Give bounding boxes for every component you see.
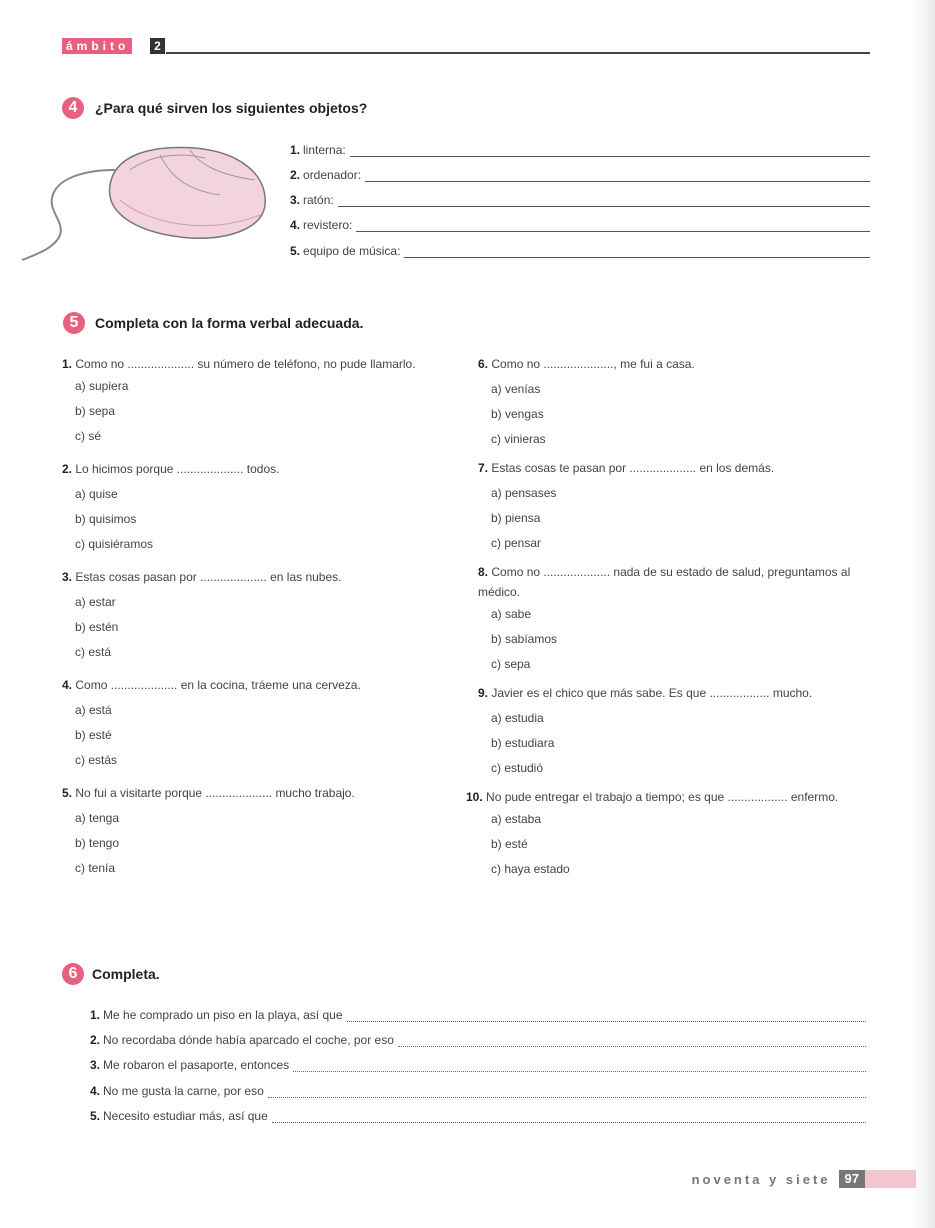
page-number: 97 [839, 1170, 865, 1188]
list-item [90, 1082, 866, 1098]
item-number: 5. [290, 244, 301, 258]
question-text: Como no .................... nada de su estado de salud, preguntamos al médico. [478, 565, 851, 599]
item-label: Me he comprado un piso en la playa, así que [103, 1008, 343, 1022]
question-text: Como .................... en la cocina, tráeme una cerveza. [75, 678, 361, 692]
question-text: Estas cosas te pasan por .................... en los demás. [491, 461, 775, 475]
answer-line[interactable] [365, 171, 870, 182]
answer-line[interactable] [356, 221, 870, 232]
option[interactable]: a) pensases [491, 486, 557, 500]
question-text: Lo hicimos porque .................... todos. [75, 462, 280, 476]
list-item [290, 141, 870, 157]
item-label: ratón: [303, 193, 334, 207]
answer-line[interactable] [350, 146, 870, 157]
option[interactable]: b) quisimos [75, 512, 137, 526]
question-text: No fui a visitarte porque .................... mucho trabajo. [75, 786, 355, 800]
exercise-6-title: Completa. [92, 966, 160, 982]
question [478, 352, 873, 377]
option[interactable]: b) estudiara [491, 736, 555, 750]
list-item [90, 1107, 866, 1123]
exercise-5-left-column [62, 352, 460, 881]
list-item [290, 191, 870, 207]
option[interactable]: c) estás [75, 753, 118, 767]
item-number: 4. [290, 218, 301, 232]
question-text: Estas cosas pasan por .................... en las nubes. [75, 570, 342, 584]
ambito-number: 2 [150, 38, 165, 54]
option[interactable]: a) quise [75, 487, 118, 501]
option[interactable]: b) tengo [75, 836, 120, 850]
option[interactable]: c) está [75, 645, 112, 659]
question-text: Como no ....................., me fui a casa. [491, 357, 695, 371]
item-number: 1. [290, 143, 301, 157]
question-text: No pude entregar el trabajo a tiempo; es que .................. enfermo. [486, 790, 839, 804]
item-label: linterna: [303, 143, 346, 157]
question [478, 681, 873, 706]
question-number: 1. [62, 357, 73, 371]
ambito-label: ámbito [62, 38, 132, 54]
computer-mouse-icon [20, 130, 275, 265]
question-number: 8. [478, 565, 489, 579]
section-header [62, 38, 870, 55]
answer-line[interactable] [404, 247, 870, 258]
item-label: equipo de música: [303, 244, 401, 258]
answer-line[interactable] [398, 1036, 866, 1047]
answer-line[interactable] [338, 196, 870, 207]
option[interactable]: b) esté [491, 837, 528, 851]
question-number: 4. [62, 678, 73, 692]
option[interactable]: a) estudia [491, 711, 544, 725]
option[interactable]: a) tenga [75, 811, 120, 825]
question [466, 785, 873, 807]
option[interactable]: b) esté [75, 728, 112, 742]
question [478, 560, 873, 602]
exercise-4-title: ¿Para qué sirven los siguientes objetos? [95, 100, 368, 116]
option[interactable]: c) sepa [491, 657, 531, 671]
option[interactable]: c) quisiéramos [75, 537, 154, 551]
item-number: 1. [90, 1008, 101, 1022]
option[interactable]: c) estudió [491, 761, 544, 775]
option[interactable]: a) venías [491, 382, 541, 396]
question-number: 7. [478, 461, 489, 475]
question-text: Javier es el chico que más sabe. Es que .................. mucho. [491, 686, 813, 700]
item-label: Me robaron el pasaporte, entonces [103, 1058, 290, 1072]
item-label: Necesito estudiar más, así que [103, 1109, 268, 1123]
item-label: revistero: [303, 218, 353, 232]
list-item [290, 166, 870, 182]
item-number: 3. [90, 1058, 101, 1072]
list-item [290, 242, 870, 258]
option[interactable]: a) estaba [491, 812, 542, 826]
question [62, 457, 460, 482]
answer-line[interactable] [272, 1112, 866, 1123]
page-edge [913, 0, 935, 1228]
option[interactable]: a) estar [75, 595, 116, 609]
option[interactable]: b) sepa [75, 404, 116, 418]
option[interactable]: b) estén [75, 620, 119, 634]
question [62, 565, 460, 590]
exercise-4-badge: 4 [62, 97, 84, 119]
exercise-5-badge: 5 [63, 312, 85, 334]
question [62, 781, 460, 806]
page-footer [692, 1170, 865, 1188]
question [62, 352, 460, 374]
item-number: 2. [290, 168, 301, 182]
exercise-5-title: Completa con la forma verbal adecuada. [95, 315, 364, 331]
question-number: 3. [62, 570, 73, 584]
item-number: 5. [90, 1109, 101, 1123]
question [478, 456, 873, 481]
option[interactable]: a) sabe [491, 607, 532, 621]
item-label: ordenador: [303, 168, 362, 182]
list-item [90, 1006, 866, 1022]
item-number: 3. [290, 193, 301, 207]
option[interactable]: c) sé [75, 429, 102, 443]
exercise-6-badge: 6 [62, 963, 84, 985]
option[interactable]: c) haya estado [491, 862, 570, 876]
item-label: No me gusta la carne, por eso [103, 1084, 264, 1098]
option[interactable]: b) piensa [491, 511, 541, 525]
question-number: 6. [478, 357, 489, 371]
option[interactable]: a) está [75, 703, 112, 717]
exercise-5-right-column [466, 352, 873, 882]
answer-line[interactable] [347, 1011, 867, 1022]
footer-accent-bar [864, 1170, 916, 1188]
item-label: No recordaba dónde había aparcado el coche, por eso [103, 1033, 394, 1047]
option[interactable]: c) vinieras [491, 432, 546, 446]
item-number: 4. [90, 1084, 101, 1098]
question [62, 673, 460, 698]
question-number: 9. [478, 686, 489, 700]
list-item [290, 216, 870, 232]
list-item [90, 1031, 866, 1047]
question-number: 5. [62, 786, 73, 800]
option[interactable]: b) sabíamos [491, 632, 558, 646]
question-text: Como no .................... su número de teléfono, no pude llamarlo. [75, 357, 416, 371]
page-number-words: noventa y siete [691, 1171, 831, 1187]
list-item [90, 1056, 866, 1072]
option[interactable]: c) pensar [491, 536, 542, 550]
item-number: 2. [90, 1033, 101, 1047]
answer-line[interactable] [293, 1061, 866, 1072]
question-number: 10. [466, 790, 483, 804]
header-rule [166, 52, 870, 54]
option[interactable]: a) supiera [75, 379, 129, 393]
option[interactable]: b) vengas [491, 407, 544, 421]
answer-line[interactable] [268, 1087, 866, 1098]
question-number: 2. [62, 462, 73, 476]
option[interactable]: c) tenía [75, 861, 116, 875]
